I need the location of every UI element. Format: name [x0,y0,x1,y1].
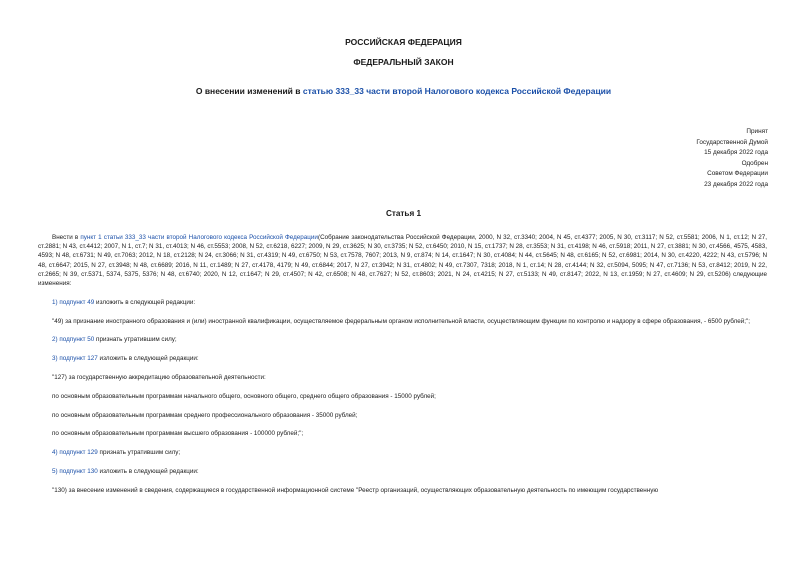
item-3-link[interactable]: подпункт 127 [59,355,98,363]
intro-paragraph [38,233,767,288]
item-1-rest: изложить в следующей редакции: [94,298,196,306]
item-2-number: 2) [52,336,60,344]
item-2 [38,335,767,344]
item-4 [38,448,767,457]
law-type-heading: ФЕДЕРАЛЬНЫЙ ЗАКОН [353,57,454,67]
item-1-text: "49) за признание иностранного образования и (или) иностранной квалификации, осуществляемое федеральным органом исполнительной власти, осуществляющим функции по контролю и надзору в сфере образования, - 6500 рублей;"; [52,317,750,325]
item-4-rest: признать утратившим силу; [97,449,181,457]
article-body [38,233,767,495]
item-3 [38,354,767,363]
approval-date: 23 декабря 2022 года [704,180,768,188]
item-3-number: 3) [52,355,60,363]
item-5-rest: изложить в следующей редакции: [97,467,199,475]
adoption-line: Государственной Думой [696,138,768,146]
item-3-rest: изложить в следующей редакции: [97,355,199,363]
item-5-text: "130) за внесение изменений в сведения, содержащиеся в государственной информационной системе "Реестр организаций, осуществляющих образовательную деятельность по имеющим государственную [52,486,659,494]
intro-text: Внести в [52,234,81,241]
item-4-link[interactable]: подпункт 129 [59,449,98,457]
item-5 [38,467,767,476]
law-title-link[interactable]: статью 333_33 части второй Налогового кодекса Российской Федерации [302,86,612,96]
item-3-higher: по основным образовательным программам высшего образования - 100000 рублей;"; [52,430,304,438]
intro-link[interactable]: пункт 1 статьи 333_33 части второй Налогового кодекса Российской Федерации [80,234,318,241]
item-3-primary: по основным образовательным программам начального общего, основного общего, среднего общего образования - 15000 рублей; [52,392,436,400]
item-1-link[interactable]: подпункт 49 [59,298,95,306]
law-title-text: О внесении изменений в [195,86,303,96]
adoption-block [696,127,768,191]
approval-line: Одобрен [741,159,768,167]
item-2-rest: признать утратившим силу; [94,336,177,344]
item-3-vocational: по основным образовательным программам среднего профессионального образования - 35000 рублей; [52,411,358,419]
article-heading: Статья 1 [385,209,422,218]
item-2-link[interactable]: подпункт 50 [59,336,95,344]
adoption-date: 15 декабря 2022 года [704,149,768,157]
item-1-number: 1) [52,298,60,306]
law-title [0,86,807,96]
item-5-number: 5) [52,467,60,475]
item-5-link[interactable]: подпункт 130 [59,467,98,475]
approval-line: Советом Федерации [707,170,768,178]
item-1 [38,298,767,307]
country-heading: РОССИЙСКАЯ ФЕДЕРАЦИЯ [345,37,462,47]
item-4-number: 4) [52,449,60,457]
adoption-line: Принят [746,128,768,135]
item-3-text: "127) за государственную аккредитацию образовательной деятельности: [52,374,266,381]
intro-citation: (Собрание законодательства Российской Федерации, 2000, N 32, ст.3340; 2004, N 45, ст.4377; 2005, N 30, ст.3117; N 52, ст.5581; 2006, N 1, ст.12; N 27, ст.2881; N 43, ст.4412; 2007, N 1, ст.7; N 31, ст.4013; N 46, ст.5553; 2008, N 52, ст.6218, 6227; 2009, N 29, ст.3625; N 30, ст.3735; N 52, ст.6450; 2010, N 15, ст.1737; N 28, ст.3553; N 31, ст.4198; N 46, ст.5918; 2011, N 27, ст.3881; N 30, ст.4566, 4575, 4583, 4593; N 48, ст.6731; N 49, ст.7063; 2012, N 18, ст.2128; N 24, ст.3066; N 31, ст.4319; N 49, ст.6750; N 53, ст.7578, 7607; 2013, N 9, ст.874; N 14, ст.1647; N 30, ст.4084; N 44, ст.5645; N 48, ст.6165; N 52, ст.6981; 2014, N 30, ст.4220, 4222; N 43, ст.5796; N 48, ст.6647; 2015, N 27, ст.3948; N 48, ст.6689; 2016, N 11, ст.1489; N 27, ст.4178, 4179; N 49, ст.6844; 2017, N 27, ст.3942; N 31, ст.4802; N 49, ст.7307, 7318; 2018, N 1, ст.14; N 28, ст.4144; N 32, ст.5094, 5095; N 47, ст.7136; N 53, ст.8412; 2019, N 22, ст.2665; N 39, ст.5371, 5374, 5375, 5376; N 48, ст.6740; 2020, N 12, ст.1647; N 29, ст.4507; N 42, ст.6508; N 48, ст.7627; N 52, ст.8603; 2021, N 24, ст.4215; N 27, ст.5133; N 49, ст.8147; 2022, N 13, ст.1959; N 27, ст.4609; N 29, ст.5206) следующие изменения: [38,234,768,288]
